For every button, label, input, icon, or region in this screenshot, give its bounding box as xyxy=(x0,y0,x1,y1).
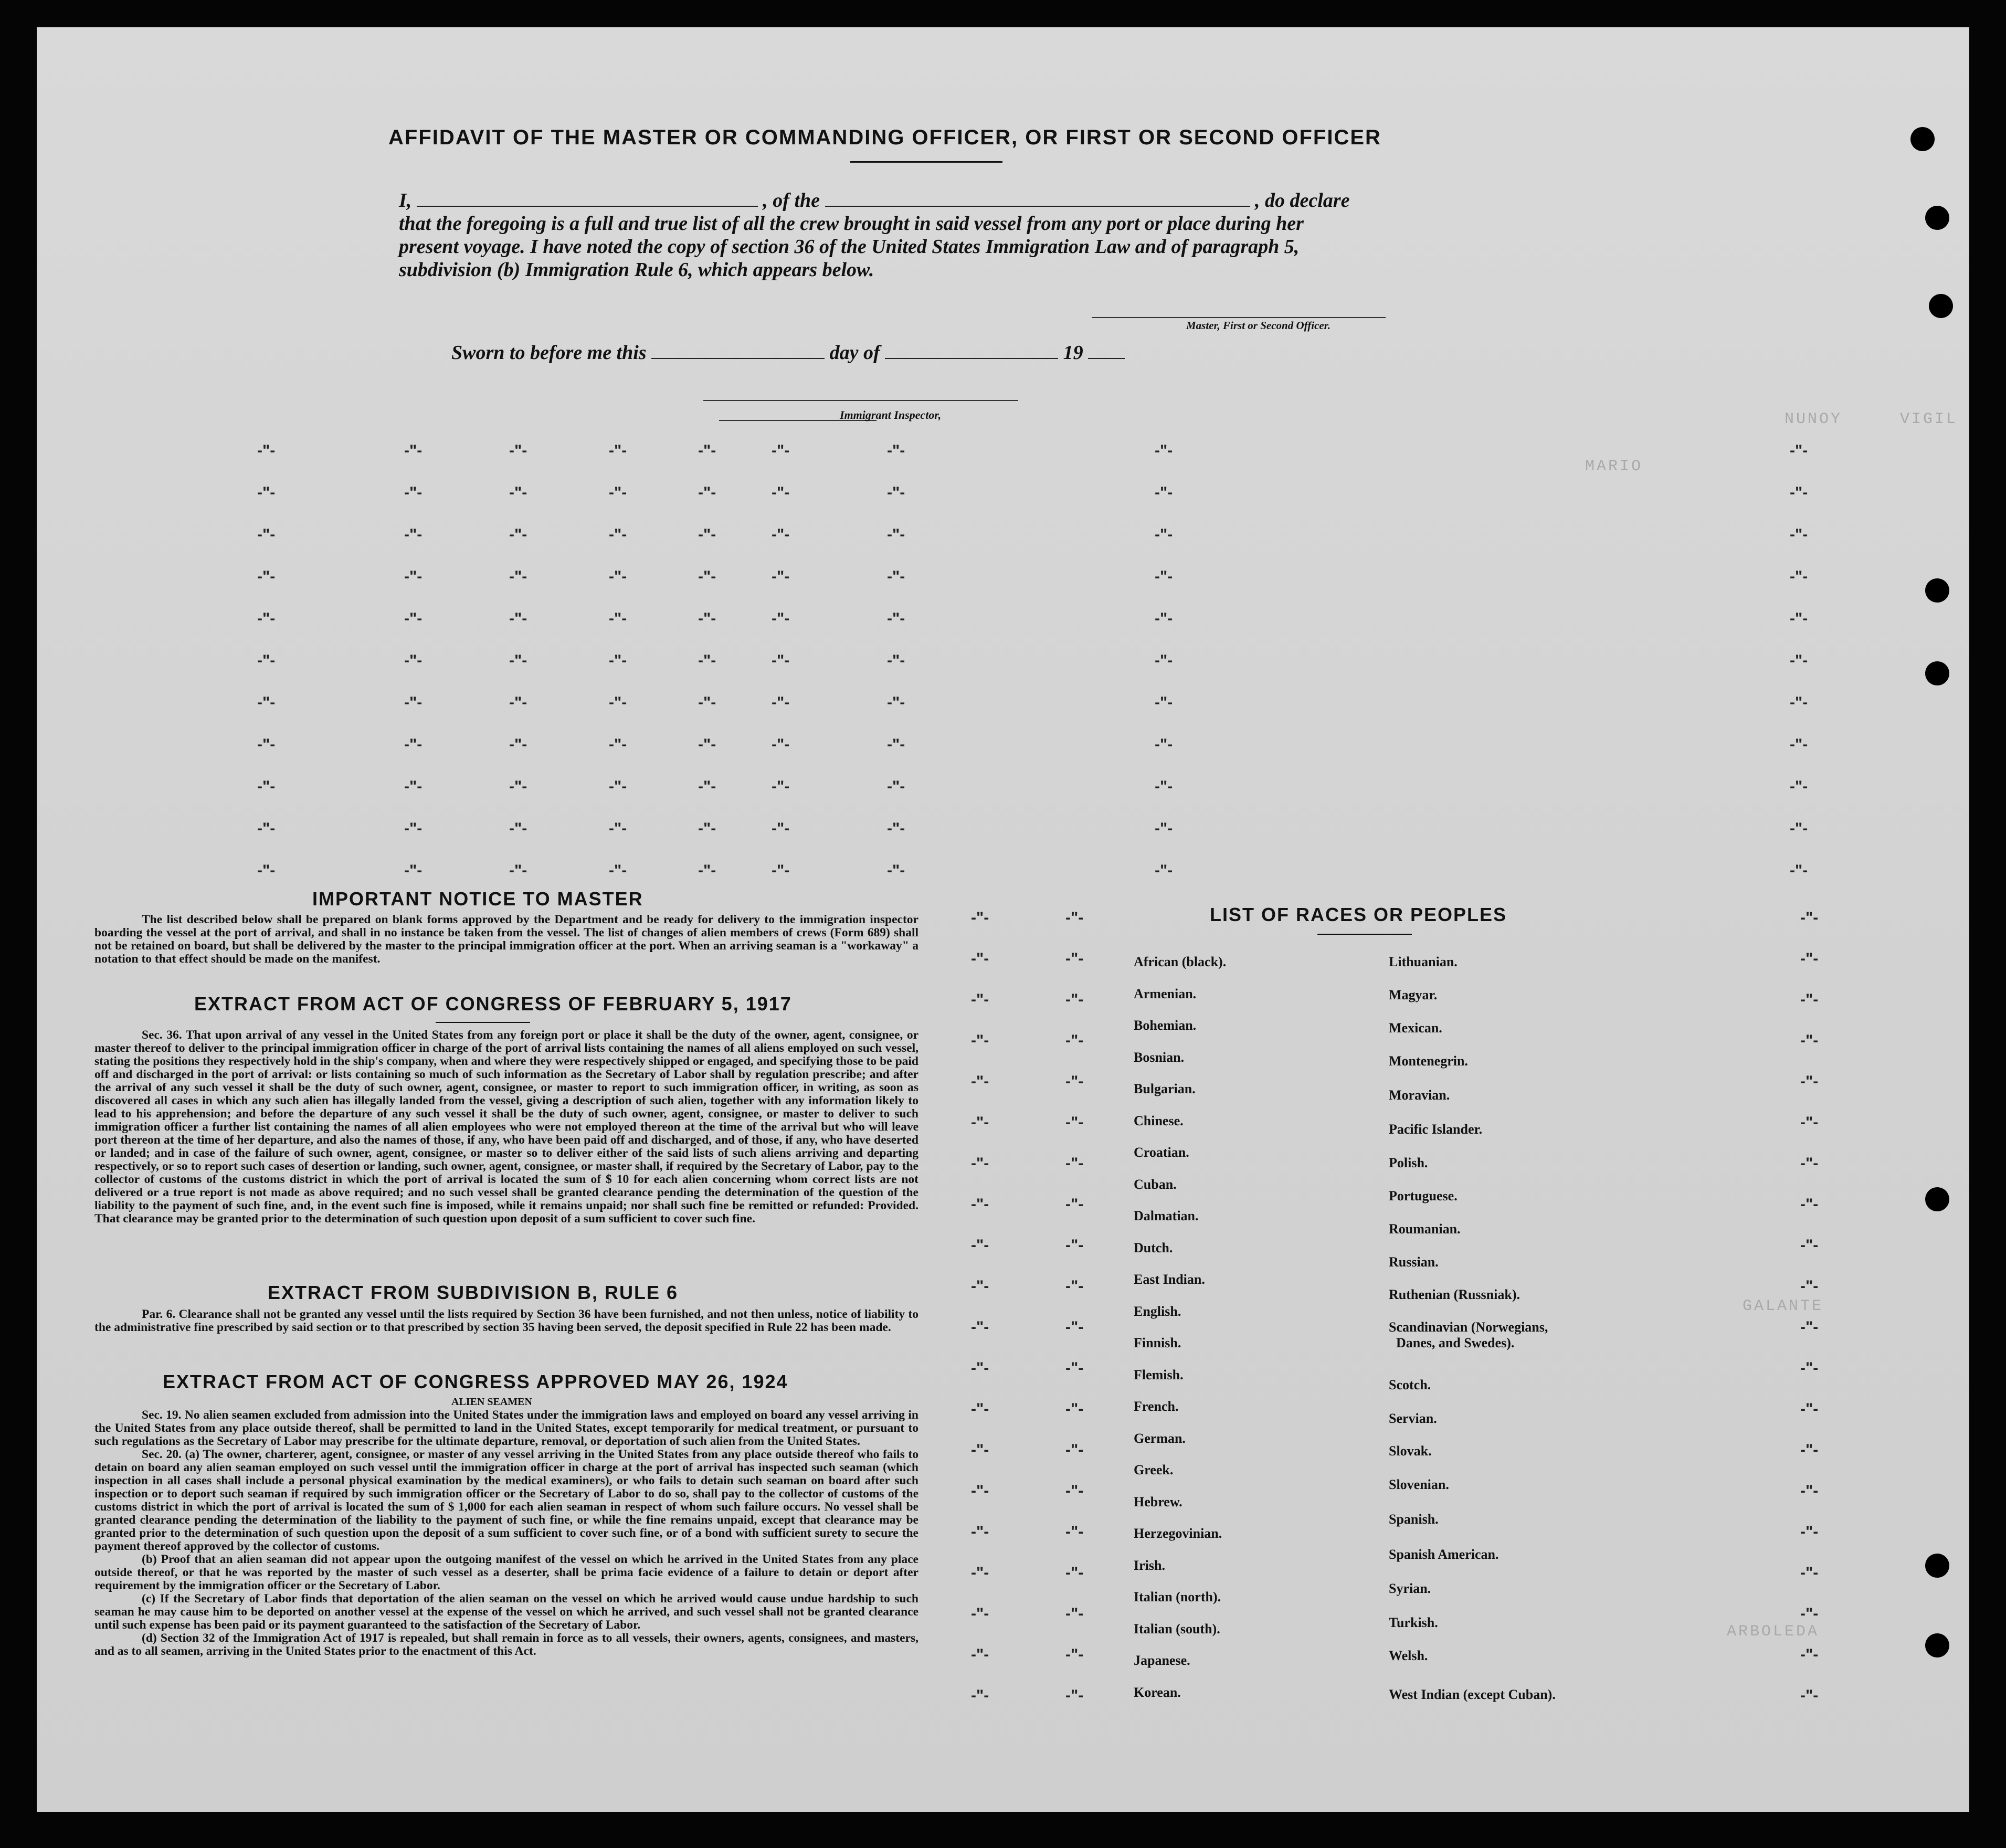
ditto-mark: -"- xyxy=(887,610,905,627)
ditto-mark: -"- xyxy=(1065,1318,1084,1336)
ditto-mark: -"- xyxy=(1065,1564,1084,1581)
race-item: Ruthenian (Russniak). xyxy=(1389,1287,1520,1302)
declaration-of: , of the xyxy=(763,189,820,212)
ditto-mark: -"- xyxy=(1800,1441,1819,1459)
race-item: Croatian. xyxy=(1134,1145,1189,1160)
ditto-mark: -"- xyxy=(887,442,905,459)
ditto-mark: -"- xyxy=(1790,778,1808,795)
ditto-mark: -"- xyxy=(887,484,905,501)
alien-seamen-subtitle: ALIEN SEAMEN xyxy=(451,1396,532,1408)
race-item: Greek. xyxy=(1134,1462,1174,1477)
ditto-mark: -"- xyxy=(509,778,527,795)
extract-1917-title: EXTRACT FROM ACT OF CONGRESS OF FEBRUARY 5, 1917 xyxy=(194,993,792,1015)
race-item: Montenegrin. xyxy=(1389,1053,1468,1069)
ditto-mark: -"- xyxy=(609,442,627,459)
punch-hole xyxy=(1925,578,1949,603)
ditto-mark: -"- xyxy=(1065,909,1084,926)
ditto-mark: -"- xyxy=(971,909,989,926)
sworn-year-blank[interactable] xyxy=(1088,342,1125,359)
ditto-mark: -"- xyxy=(1155,778,1173,795)
ditto-mark: -"- xyxy=(971,1687,989,1704)
race-item: Magyar. xyxy=(1389,987,1438,1002)
ditto-mark: -"- xyxy=(1800,1032,1819,1049)
ditto-mark: -"- xyxy=(698,610,716,627)
master-name-blank[interactable] xyxy=(417,190,758,207)
extract-1917-text: Sec. 36. That upon arrival of any vessel in the United States from any foreign port or place it shall be the duty of the owner, agent, consignee, or master thereof to deliver to the principal immigration officer in charge of the port of arrival lists containing the names of all aliens employed on such vessel, stating the positions they respectively hold in the ship's company, when and where they were respectively shipped or engaged, and specifying those to be paid off and discharged in the port of arrival: or lists containing so much of such information as the Secretary of Labor shall by regulation prescribe; and after the arrival of any such vessel it shall be the duty of such owner, agent, consignee, or master to report to such immigration officer, in writing, as soon as discovered all cases in which any such alien has illegally landed from the vessel, giving a description of such alien, together with any information likely to lead to his apprehension; and before the departure of any such vessel it shall be the duty of such owner, agent, consignee, or master to deliver to such immigration officer a further list containing the names of all alien employees who were not employed thereon at the time of the arrival but who will leave port thereon at the time of her departure, and also the names of those, if any, who have been paid off and discharged, and of those, if any, who have deserted or landed; and in case of the failure of such owner, agent, consignee, or master so to deliver either of the said lists of such aliens arriving and departing respectively, or so to report such cases of desertion or landing, such owner, agent, consignee, or master shall, if required by the Secretary of Labor, pay to the collector of customs of the customs district in which the port of arrival is located the sum of $ 10 for each alien concerning whom correct lists are not delivered or a true report is not made as above required; and no such vessel shall be granted clearance pending the determination of the question of the liability to the payment of such fine, and, in the event such fine is imposed, while it remains unpaid; nor shall such fine be remitted or refunded: Provided. That clearance may be granted prior to the determination of such question upon deposit of a sum sufficient to cover such fine. xyxy=(94,1028,918,1226)
ditto-mark: -"- xyxy=(1155,736,1173,753)
divider xyxy=(436,1022,530,1023)
ditto-mark: -"- xyxy=(971,1441,989,1459)
ditto-mark: -"- xyxy=(257,484,276,501)
ditto-mark: -"- xyxy=(1155,694,1173,711)
race-item: Dutch. xyxy=(1134,1240,1173,1255)
ditto-mark: -"- xyxy=(971,1073,989,1090)
ditto-mark: -"- xyxy=(971,1155,989,1172)
ditto-mark: -"- xyxy=(1155,568,1173,585)
ditto-mark: -"- xyxy=(971,1318,989,1336)
punch-hole xyxy=(1925,1554,1949,1578)
ditto-mark: -"- xyxy=(609,778,627,795)
race-item: Italian (north). xyxy=(1134,1589,1221,1604)
sec19-text: Sec. 19. No alien seamen excluded from admission into the United States under the immigration laws and employed on board any vessel arriving in the United States from any place outside thereof, shall be permitted to land in the United States, except temporarily for medical treatment, or pursuant to such regulations as the Secretary of Labor may prescribe for the ultimate departure, removal, or deportation of such alien from the United States. xyxy=(94,1408,918,1448)
ditto-mark: -"- xyxy=(971,1237,989,1254)
ditto-mark: -"- xyxy=(1800,1564,1819,1581)
ditto-mark: -"- xyxy=(404,652,423,669)
ditto-mark: -"- xyxy=(257,694,276,711)
ditto-mark: -"- xyxy=(1790,442,1808,459)
declaration-i: I, xyxy=(399,189,412,212)
ditto-mark: -"- xyxy=(698,526,716,543)
punch-hole xyxy=(1925,1187,1949,1211)
ditto-mark: -"- xyxy=(1800,1073,1819,1090)
signature-line[interactable] xyxy=(1092,317,1386,318)
ditto-mark: -"- xyxy=(1155,442,1173,459)
ditto-mark: -"- xyxy=(698,820,716,837)
punch-hole xyxy=(1925,206,1949,230)
ditto-mark: -"- xyxy=(971,1523,989,1540)
ditto-mark: -"- xyxy=(887,694,905,711)
ditto-mark: -"- xyxy=(971,1646,989,1663)
ditto-mark: -"- xyxy=(1800,1605,1819,1622)
sworn-day-blank[interactable] xyxy=(651,342,825,359)
ditto-mark: -"- xyxy=(971,991,989,1008)
ditto-mark: -"- xyxy=(971,1359,989,1377)
race-item: Turkish. xyxy=(1389,1615,1438,1630)
ditto-mark: -"- xyxy=(509,568,527,585)
ditto-mark: -"- xyxy=(1790,484,1808,501)
punch-hole xyxy=(1929,294,1953,318)
race-item: Russian. xyxy=(1389,1254,1439,1270)
ditto-mark: -"- xyxy=(698,778,716,795)
sworn-prefix: Sworn to before me this xyxy=(451,342,647,364)
ditto-mark: -"- xyxy=(772,610,790,627)
ditto-mark: -"- xyxy=(404,778,423,795)
ditto-mark: -"- xyxy=(772,736,790,753)
ditto-mark: -"- xyxy=(257,778,276,795)
race-item: Irish. xyxy=(1134,1557,1165,1573)
punch-hole xyxy=(1910,127,1935,151)
sec20c-text: (c) If the Secretary of Labor finds that deportation of the alien seaman on the vessel on which he arrived would cause undue hardship to such seaman he may cause him to be deported on another vessel at the expense of the vessel on which he arrived, and such vessel shall not be granted clearance until such expense has been paid or its payment guaranteed to the satisfaction of the Secretary of Labor. xyxy=(94,1592,918,1632)
ditto-mark: -"- xyxy=(1065,1605,1084,1622)
ditto-mark: -"- xyxy=(1065,1277,1084,1295)
ditto-mark: -"- xyxy=(772,526,790,543)
ditto-mark: -"- xyxy=(404,526,423,543)
sworn-month-blank[interactable] xyxy=(885,342,1058,359)
ditto-mark: -"- xyxy=(1065,950,1084,967)
race-item: Bohemian. xyxy=(1134,1018,1197,1033)
ditto-mark: -"- xyxy=(404,862,423,879)
inspector-caption: Immigrant Inspector, xyxy=(840,408,942,421)
race-item: Syrian. xyxy=(1389,1581,1431,1596)
race-item: West Indian (except Cuban). xyxy=(1389,1687,1556,1702)
ditto-mark: -"- xyxy=(772,568,790,585)
ditto-mark: -"- xyxy=(509,526,527,543)
punch-hole xyxy=(1925,1633,1949,1657)
ditto-mark: -"- xyxy=(772,652,790,669)
ditto-mark: -"- xyxy=(1065,1400,1084,1418)
ditto-mark: -"- xyxy=(971,1277,989,1295)
ditto-mark: -"- xyxy=(1800,1359,1819,1377)
ditto-mark: -"- xyxy=(971,1114,989,1131)
race-item: Lithuanian. xyxy=(1389,954,1458,969)
ditto-mark: -"- xyxy=(1790,862,1808,879)
ditto-mark: -"- xyxy=(1065,1155,1084,1172)
ditto-mark: -"- xyxy=(509,862,527,879)
ditto-mark: -"- xyxy=(1800,1687,1819,1704)
ditto-mark: -"- xyxy=(609,820,627,837)
ditto-mark: -"- xyxy=(609,736,627,753)
bleed-through: NUNOY VIGIL xyxy=(1785,410,1958,428)
ditto-mark: -"- xyxy=(887,568,905,585)
ditto-mark: -"- xyxy=(887,652,905,669)
race-item: Herzegovinian. xyxy=(1134,1526,1222,1541)
bleed-through: MARIO xyxy=(1585,458,1643,476)
sec20b-text: (b) Proof that an alien seaman did not appear upon the outgoing manifest of the vessel on which he arrived in the United States from any place outside thereof, or that he was reported by the master of such vessel as a deserter, shall be prima facie evidence of a failure to detain or deport after requirement by the immigration officer or the Secretary of Labor. xyxy=(94,1553,918,1592)
ditto-mark: -"- xyxy=(509,652,527,669)
ditto-mark: -"- xyxy=(1155,862,1173,879)
declaration-line: subdivision (b) Immigration Rule 6, which appears below. xyxy=(399,259,874,281)
race-item: Slovenian. xyxy=(1389,1477,1449,1492)
extract-rule6-title: EXTRACT FROM SUBDIVISION B, RULE 6 xyxy=(268,1282,679,1303)
divider xyxy=(1317,934,1412,935)
ditto-mark: -"- xyxy=(698,484,716,501)
ditto-mark: -"- xyxy=(698,568,716,585)
divider xyxy=(850,161,1002,163)
manifest-page xyxy=(37,27,1969,1812)
ditto-mark: -"- xyxy=(971,1564,989,1581)
ditto-mark: -"- xyxy=(1790,568,1808,585)
ditto-mark: -"- xyxy=(609,610,627,627)
ditto-mark: -"- xyxy=(698,694,716,711)
ditto-mark: -"- xyxy=(509,820,527,837)
ditto-mark: -"- xyxy=(1065,1032,1084,1049)
ditto-mark: -"- xyxy=(257,736,276,753)
ditto-mark: -"- xyxy=(1155,652,1173,669)
ditto-mark: -"- xyxy=(698,736,716,753)
sworn-day-of: day of xyxy=(829,342,880,364)
ditto-mark: -"- xyxy=(509,694,527,711)
ditto-mark: -"- xyxy=(1155,820,1173,837)
race-item: Korean. xyxy=(1134,1684,1181,1700)
sec20a-text: Sec. 20. (a) The owner, charterer, agent, consignee, or master of any vessel arriving in the United States from any place outside thereof who fails to detain on board any alien seaman employed on such vessel until the immigration officer in charge at the port of arrival has inspected such seaman (which inspection in all cases shall include a personal physical examination by the medical examiners), or who fails to detain such seaman on board after such inspection or to deport such seaman if required by such immigration officer or the Secretary of Labor to do so, shall pay to the collector of customs of the customs district in which the port of arrival is located the sum of $ 1,000 for each alien seaman in respect of whom such failure occurs. No vessel shall be granted clearance pending the determination of the liability to the payment of such fine, or while the fine remains unpaid, except that clearance may be granted prior to the determination of such question upon the deposit of a sum sufficient to cover such fine, or of a bond with sufficient surety to secure the payment thereof approved by the collector of customs. xyxy=(94,1448,918,1553)
race-item: Slovak. xyxy=(1389,1443,1432,1459)
ditto-mark: -"- xyxy=(1800,909,1819,926)
race-item: German. xyxy=(1134,1430,1186,1446)
ditto-mark: -"- xyxy=(1800,1400,1819,1418)
sworn-year: 19 xyxy=(1063,342,1083,364)
ditto-mark: -"- xyxy=(257,862,276,879)
ditto-mark: -"- xyxy=(971,950,989,967)
ditto-mark: -"- xyxy=(698,652,716,669)
ditto-mark: -"- xyxy=(609,694,627,711)
ditto-mark: -"- xyxy=(1065,1646,1084,1663)
race-item: Pacific Islander. xyxy=(1389,1122,1483,1137)
ditto-mark: -"- xyxy=(1790,736,1808,753)
ditto-mark: -"- xyxy=(1800,991,1819,1008)
ditto-mark: -"- xyxy=(1800,1237,1819,1254)
ditto-mark: -"- xyxy=(257,820,276,837)
ditto-mark: -"- xyxy=(971,1482,989,1499)
ditto-mark: -"- xyxy=(1065,1441,1084,1459)
ditto-mark: -"- xyxy=(971,1032,989,1049)
ditto-mark: -"- xyxy=(1800,1318,1819,1336)
ditto-mark: -"- xyxy=(404,568,423,585)
race-item: Finnish. xyxy=(1134,1335,1181,1350)
ditto-mark: -"- xyxy=(1155,526,1173,543)
race-item: Japanese. xyxy=(1134,1653,1190,1668)
race-item: Chinese. xyxy=(1134,1113,1184,1128)
ditto-mark: -"- xyxy=(1790,820,1808,837)
ditto-mark: -"- xyxy=(772,862,790,879)
ditto-mark: -"- xyxy=(257,568,276,585)
ditto-mark: -"- xyxy=(509,736,527,753)
ditto-mark: -"- xyxy=(1155,610,1173,627)
ditto-mark: -"- xyxy=(1065,1687,1084,1704)
race-item: Servian. xyxy=(1389,1411,1437,1426)
ditto-mark: -"- xyxy=(1800,1523,1819,1540)
ditto-mark: -"- xyxy=(1800,1277,1819,1295)
race-item: Spanish American. xyxy=(1389,1547,1499,1562)
ditto-mark: -"- xyxy=(887,736,905,753)
ditto-mark: -"- xyxy=(772,778,790,795)
bleed-through: ARBOLEDA xyxy=(1727,1623,1820,1641)
ditto-mark: -"- xyxy=(971,1196,989,1213)
ditto-mark: -"- xyxy=(772,820,790,837)
race-item: Italian (south). xyxy=(1134,1621,1220,1636)
ditto-mark: -"- xyxy=(257,652,276,669)
ditto-mark: -"- xyxy=(1155,484,1173,501)
ditto-mark: -"- xyxy=(257,610,276,627)
ditto-mark: -"- xyxy=(887,526,905,543)
ditto-mark: -"- xyxy=(887,862,905,879)
race-item: East Indian. xyxy=(1134,1272,1205,1287)
vessel-name-blank[interactable] xyxy=(825,190,1250,207)
race-item: English. xyxy=(1134,1303,1181,1319)
extract-1924-body xyxy=(94,1409,918,1658)
ditto-mark: -"- xyxy=(509,610,527,627)
sworn-line xyxy=(451,341,1125,364)
ditto-mark: -"- xyxy=(1065,1196,1084,1213)
race-item: Bosnian. xyxy=(1134,1049,1185,1065)
ditto-mark: -"- xyxy=(509,442,527,459)
sec20d-text: (d) Section 32 of the Immigration Act of 1917 is repealed, but shall remain in force as to all vessels, their owners, agents, consignees, and masters, and as to all seamen, arriving in the United States prior to the enactment of this Act. xyxy=(94,1631,918,1658)
ditto-mark: -"- xyxy=(1800,950,1819,967)
race-item: Flemish. xyxy=(1134,1367,1184,1382)
ditto-mark: -"- xyxy=(772,694,790,711)
ditto-mark: -"- xyxy=(609,568,627,585)
ditto-mark: -"- xyxy=(1800,1482,1819,1499)
race-item: Hebrew. xyxy=(1134,1494,1183,1509)
notice-title: IMPORTANT NOTICE TO MASTER xyxy=(312,888,643,910)
ditto-mark: -"- xyxy=(698,442,716,459)
ditto-mark: -"- xyxy=(404,694,423,711)
declaration-line: present voyage. I have noted the copy of section 36 of the United States Immigration Law and of paragraph 5, xyxy=(399,236,1300,258)
ditto-mark: -"- xyxy=(404,820,423,837)
race-item: Cuban. xyxy=(1134,1176,1177,1192)
race-item: Armenian. xyxy=(1134,986,1197,1001)
affidavit-declaration xyxy=(399,189,1428,281)
ditto-mark: -"- xyxy=(609,484,627,501)
ditto-mark: -"- xyxy=(404,484,423,501)
ditto-mark: -"- xyxy=(509,484,527,501)
races-title: LIST OF RACES OR PEOPLES xyxy=(1210,904,1507,925)
race-item: Portuguese. xyxy=(1389,1188,1458,1203)
ditto-mark: -"- xyxy=(1800,1646,1819,1663)
ditto-mark: -"- xyxy=(609,652,627,669)
ditto-mark: -"- xyxy=(772,442,790,459)
race-item: Spanish. xyxy=(1389,1512,1439,1527)
race-item: African (black). xyxy=(1134,954,1227,969)
race-item: Scandinavian (Norwegians, xyxy=(1389,1319,1548,1335)
ditto-mark: -"- xyxy=(1065,1114,1084,1131)
ditto-mark: -"- xyxy=(404,736,423,753)
extract-1924-title: EXTRACT FROM ACT OF CONGRESS APPROVED MAY 26, 1924 xyxy=(163,1371,788,1392)
ditto-mark: -"- xyxy=(1790,610,1808,627)
ditto-mark: -"- xyxy=(1790,526,1808,543)
ditto-mark: -"- xyxy=(1800,1114,1819,1131)
ditto-mark: -"- xyxy=(1065,991,1084,1008)
race-item: French. xyxy=(1134,1399,1179,1414)
race-item: Danes, and Swedes). xyxy=(1396,1335,1515,1350)
ditto-mark: -"- xyxy=(1800,1155,1819,1172)
ditto-mark: -"- xyxy=(971,1605,989,1622)
ditto-mark: -"- xyxy=(257,526,276,543)
ditto-mark: -"- xyxy=(971,1400,989,1418)
ditto-mark: -"- xyxy=(257,442,276,459)
ditto-mark: -"- xyxy=(1065,1523,1084,1540)
race-item: Scotch. xyxy=(1389,1377,1431,1392)
ditto-mark: -"- xyxy=(772,484,790,501)
race-item: Dalmatian. xyxy=(1134,1208,1199,1223)
ditto-mark: -"- xyxy=(887,778,905,795)
affidavit-title: AFFIDAVIT OF THE MASTER OR COMMANDING OFFICER, OR FIRST OR SECOND OFFICER xyxy=(388,126,1381,149)
race-item: Moravian. xyxy=(1389,1087,1450,1103)
ditto-mark: -"- xyxy=(1065,1482,1084,1499)
ditto-mark: -"- xyxy=(609,862,627,879)
ditto-mark: -"- xyxy=(1065,1073,1084,1090)
ditto-mark: -"- xyxy=(1065,1237,1084,1254)
declaration-do: , do declare xyxy=(1255,189,1350,212)
ditto-mark: -"- xyxy=(698,862,716,879)
race-item: Roumanian. xyxy=(1389,1221,1461,1237)
race-item: Mexican. xyxy=(1389,1020,1442,1036)
ditto-mark: -"- xyxy=(1800,1196,1819,1213)
inspector-line[interactable] xyxy=(703,400,1018,401)
notice-text: The list described below shall be prepared on blank forms approved by the Department and be ready for delivery to the immigration inspector boarding the vessel at the port of arrival, and shall in no instance be taken from the vessel. The list of changes of alien members of crews (Form 689) shall not be retained on board, but shall be delivered by the master to the principal immigration officer at the port. When an arriving seaman is a "workaway" a notation to that effect should be made on the manifest. xyxy=(94,913,918,966)
ditto-mark: -"- xyxy=(887,820,905,837)
ditto-mark: -"- xyxy=(404,610,423,627)
race-item: Polish. xyxy=(1389,1155,1428,1170)
race-item: Welsh. xyxy=(1389,1648,1428,1663)
signature-caption: Master, First or Second Officer. xyxy=(1186,319,1331,332)
ditto-mark: -"- xyxy=(1790,694,1808,711)
ditto-mark: -"- xyxy=(404,442,423,459)
extract-rule6-text: Par. 6. Clearance shall not be granted any vessel until the lists required by Section 36 have been furnished, and not then unless, notice of liability to the administrative fine prescribed by said section or to that prescribed by section 35 having been served, the deposit specified in Rule 22 has been made. xyxy=(94,1307,918,1334)
race-item: Bulgarian. xyxy=(1134,1081,1196,1096)
ditto-mark: -"- xyxy=(1065,1359,1084,1377)
bleed-through: GALANTE xyxy=(1743,1297,1824,1315)
punch-hole xyxy=(1925,661,1949,685)
ditto-mark: -"- xyxy=(609,526,627,543)
ditto-mark: -"- xyxy=(1790,652,1808,669)
declaration-line: that the foregoing is a full and true list of all the crew brought in said vessel from any port or place during her xyxy=(399,213,1304,235)
